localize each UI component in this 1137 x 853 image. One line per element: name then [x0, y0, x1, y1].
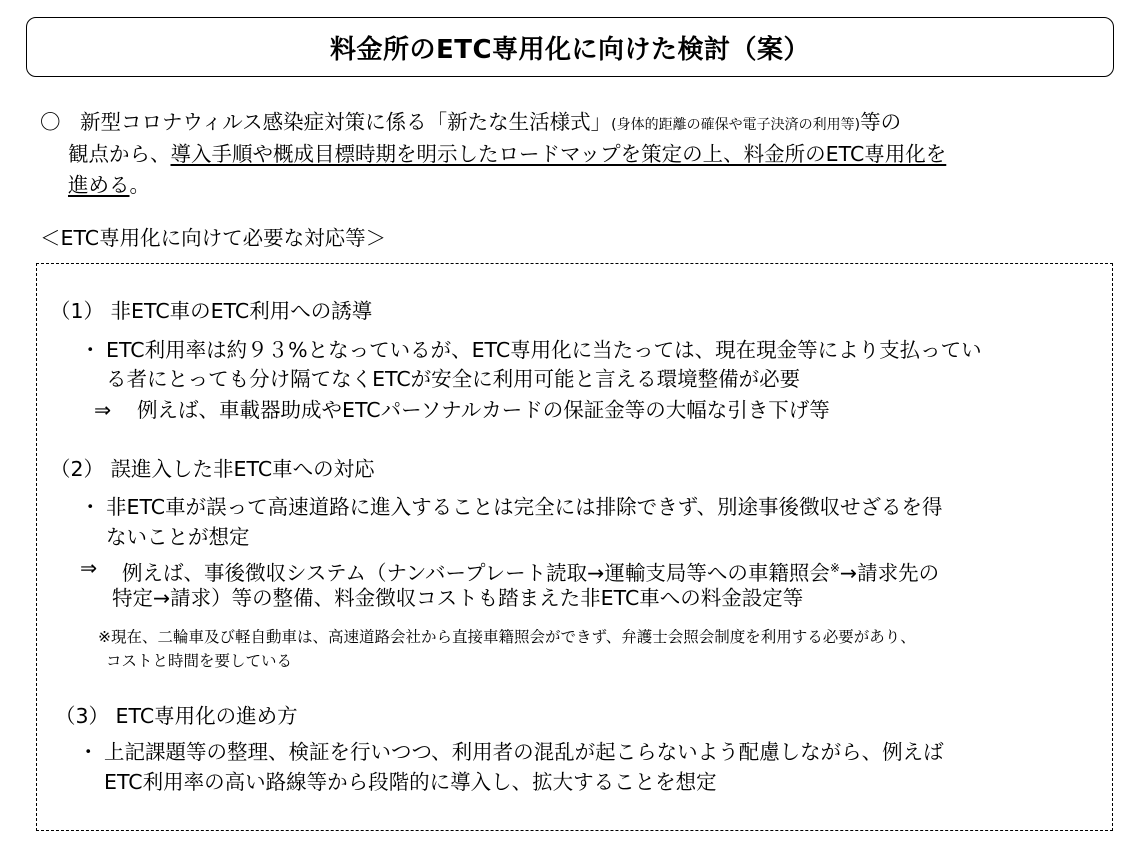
intro-line-1-text: 新型コロナウィルス感染症対策に係る「新たな生活様式」	[80, 110, 612, 134]
section-3-heading: （3） ETC専用化の進め方	[55, 704, 298, 728]
section-3-text-2: ETC利用率の高い路線等から段階的に導入し、拡大することを想定	[104, 770, 717, 794]
intro-line-2-underlined: 導入手順や概成目標時期を明示したロードマップを策定の上、料金所のETC専用化を	[170, 142, 947, 166]
section-3-text-1: 上記課題等の整理、検証を行いつつ、利用者の混乱が起こらないよう配慮しながら、例えば	[104, 740, 944, 764]
section-2-text-2: ないことが想定	[106, 525, 250, 549]
section-2-arrow-text-1	[122, 554, 939, 587]
intro-line-1	[80, 108, 901, 139]
intro-line-1-note: (身体的距離の確保や電子決済の利用等)	[611, 117, 861, 133]
intro-line-2-text: 観点から、	[68, 142, 171, 166]
note-mark: ※	[829, 561, 840, 575]
intro-line-2	[68, 140, 946, 168]
intro-line-3-underlined: 進める	[68, 173, 130, 197]
section-1-arrow-text: 例えば、車載器助成やETCパーソナルカードの保証金等の大幅な引き下げ等	[137, 398, 830, 422]
section-2-note-2: コストと時間を要している	[106, 652, 293, 670]
section-3-bullet: ・	[78, 740, 99, 764]
intro-line-1-end: 等の	[860, 110, 902, 134]
subheading: ＜ETC専用化に向けて必要な対応等＞	[40, 226, 387, 250]
section-2-bullet: ・	[80, 495, 101, 519]
section-2-arrow-text-1a: 例えば、事後徴収システム（ナンバープレート読取→運輸支局等への車籍照会	[122, 560, 830, 585]
section-2-arrow: ⇒	[80, 556, 98, 580]
section-1-arrow: ⇒	[94, 398, 112, 422]
section-1-heading: （1） 非ETC車のETC利用への誘導	[50, 299, 373, 323]
section-2-arrow-text-1b: →請求先の	[839, 560, 940, 585]
section-2-heading: （2） 誤進入した非ETC車への対応	[50, 457, 375, 481]
section-2-note-1: ※現在、二輪車及び軽自動車は、高速道路会社から直接車籍照会ができず、弁護士会照会制度を利用する必要があり、	[98, 628, 916, 646]
section-1-text-1: ETC利用率は約９３%となっているが、ETC専用化に当たっては、現在現金等により支払ってい	[106, 338, 982, 362]
title-box	[26, 17, 1114, 77]
intro-line-3	[68, 171, 150, 199]
intro-line-3-end: 。	[129, 173, 150, 197]
section-1-bullet: ・	[80, 338, 101, 362]
section-2-arrow-text-2: 特定→請求）等の整備、料金徴収コストも踏まえた非ETC車への料金設定等	[112, 586, 804, 610]
section-1-text-2: る者にとっても分け隔てなくETCが安全に利用可能と言える環境整備が必要	[106, 367, 801, 391]
page-title: 料金所のETC専用化に向けた検討（案）	[329, 34, 811, 65]
intro-bullet: 〇	[40, 110, 61, 134]
section-2-text-1: 非ETC車が誤って高速道路に進入することは完全には排除できず、別途事後徴収せざるを得	[106, 495, 943, 519]
